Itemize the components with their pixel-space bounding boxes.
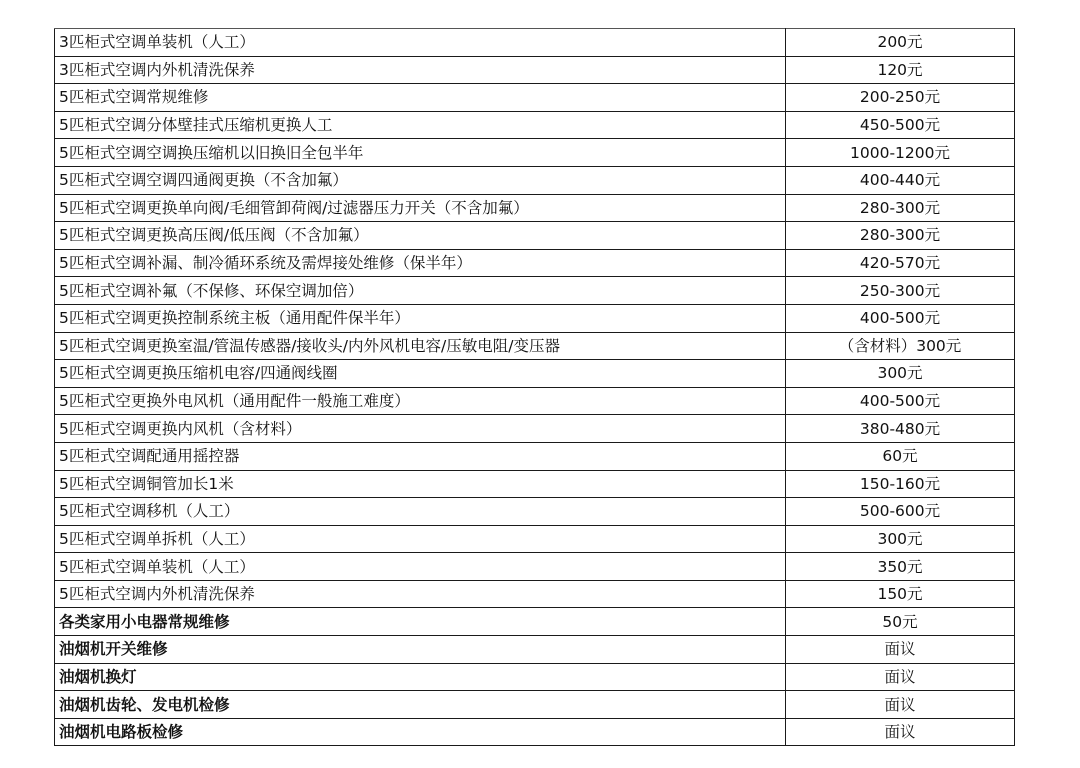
table-row xyxy=(55,442,1015,470)
service-item-cell: 5匹柜式空调空调四通阀更换（不含加氟） xyxy=(55,166,786,194)
price-cell: 120元 xyxy=(786,56,1015,84)
service-item-cell: 5匹柜式空调更换压缩机电容/四通阀线圈 xyxy=(55,360,786,388)
service-item-cell: 5匹柜式空调更换高压阀/低压阀（不含加氟） xyxy=(55,222,786,250)
price-cell: 400-440元 xyxy=(786,166,1015,194)
service-item-cell: 5匹柜式空调补漏、制冷循环系统及需焊接处维修（保半年） xyxy=(55,249,786,277)
price-cell: 200元 xyxy=(786,29,1015,57)
service-item-cell: 5匹柜式空调更换内风机（含材料） xyxy=(55,415,786,443)
service-item-cell: 3匹柜式空调单装机（人工） xyxy=(55,29,786,57)
table-row xyxy=(55,470,1015,498)
price-cell: 300元 xyxy=(786,525,1015,553)
price-cell: 280-300元 xyxy=(786,222,1015,250)
table-row xyxy=(55,553,1015,581)
table-row xyxy=(55,608,1015,636)
service-item-cell: 5匹柜式空更换外电风机（通用配件一般施工难度） xyxy=(55,387,786,415)
price-cell: 面议 xyxy=(786,663,1015,691)
table-row xyxy=(55,29,1015,57)
table-row xyxy=(55,194,1015,222)
service-item-cell: 油烟机齿轮、发电机检修 xyxy=(55,691,786,719)
table-row xyxy=(55,718,1015,746)
price-table xyxy=(54,28,1015,746)
service-item-cell: 油烟机换灯 xyxy=(55,663,786,691)
price-cell: 150元 xyxy=(786,580,1015,608)
service-item-cell: 油烟机开关维修 xyxy=(55,636,786,664)
service-item-cell: 5匹柜式空调更换单向阀/毛细管卸荷阀/过滤器压力开关（不含加氟） xyxy=(55,194,786,222)
price-cell: 60元 xyxy=(786,442,1015,470)
service-item-cell: 5匹柜式空调内外机清洗保养 xyxy=(55,580,786,608)
service-item-cell: 5匹柜式空调常规维修 xyxy=(55,84,786,112)
service-item-cell: 5匹柜式空调更换控制系统主板（通用配件保半年） xyxy=(55,304,786,332)
price-cell: 150-160元 xyxy=(786,470,1015,498)
price-cell: 350元 xyxy=(786,553,1015,581)
price-cell: 420-570元 xyxy=(786,249,1015,277)
price-cell: 280-300元 xyxy=(786,194,1015,222)
table-row xyxy=(55,56,1015,84)
table-row xyxy=(55,249,1015,277)
service-item-cell: 5匹柜式空调更换室温/管温传感器/接收头/内外风机电容/压敏电阻/变压器 xyxy=(55,332,786,360)
service-item-cell: 5匹柜式空调铜管加长1米 xyxy=(55,470,786,498)
service-item-cell: 5匹柜式空调补氟（不保修、环保空调加倍） xyxy=(55,277,786,305)
price-cell: 面议 xyxy=(786,636,1015,664)
table-row xyxy=(55,304,1015,332)
table-row xyxy=(55,387,1015,415)
table-row xyxy=(55,166,1015,194)
price-cell: 380-480元 xyxy=(786,415,1015,443)
price-cell: 面议 xyxy=(786,691,1015,719)
price-cell: 400-500元 xyxy=(786,387,1015,415)
price-cell: （含材料）300元 xyxy=(786,332,1015,360)
price-cell: 450-500元 xyxy=(786,111,1015,139)
table-row xyxy=(55,498,1015,526)
table-row xyxy=(55,84,1015,112)
service-item-cell: 3匹柜式空调内外机清洗保养 xyxy=(55,56,786,84)
table-row xyxy=(55,360,1015,388)
table-row xyxy=(55,415,1015,443)
table-row xyxy=(55,277,1015,305)
service-item-cell: 5匹柜式空调单拆机（人工） xyxy=(55,525,786,553)
table-row xyxy=(55,663,1015,691)
price-cell: 300元 xyxy=(786,360,1015,388)
price-cell: 250-300元 xyxy=(786,277,1015,305)
table-row xyxy=(55,139,1015,167)
service-item-cell: 油烟机电路板检修 xyxy=(55,718,786,746)
service-item-cell: 5匹柜式空调分体壁挂式压缩机更换人工 xyxy=(55,111,786,139)
table-row xyxy=(55,111,1015,139)
price-cell: 1000-1200元 xyxy=(786,139,1015,167)
price-cell: 500-600元 xyxy=(786,498,1015,526)
price-cell: 面议 xyxy=(786,718,1015,746)
table-row xyxy=(55,636,1015,664)
service-item-cell: 5匹柜式空调移机（人工） xyxy=(55,498,786,526)
table-row xyxy=(55,691,1015,719)
table-row xyxy=(55,222,1015,250)
price-table-body xyxy=(55,29,1015,746)
price-cell: 50元 xyxy=(786,608,1015,636)
service-item-cell: 5匹柜式空调单装机（人工） xyxy=(55,553,786,581)
service-item-cell: 5匹柜式空调空调换压缩机以旧换旧全包半年 xyxy=(55,139,786,167)
table-row xyxy=(55,580,1015,608)
service-item-cell: 各类家用小电器常规维修 xyxy=(55,608,786,636)
table-row xyxy=(55,332,1015,360)
price-cell: 200-250元 xyxy=(786,84,1015,112)
price-cell: 400-500元 xyxy=(786,304,1015,332)
service-item-cell: 5匹柜式空调配通用摇控器 xyxy=(55,442,786,470)
table-row xyxy=(55,525,1015,553)
